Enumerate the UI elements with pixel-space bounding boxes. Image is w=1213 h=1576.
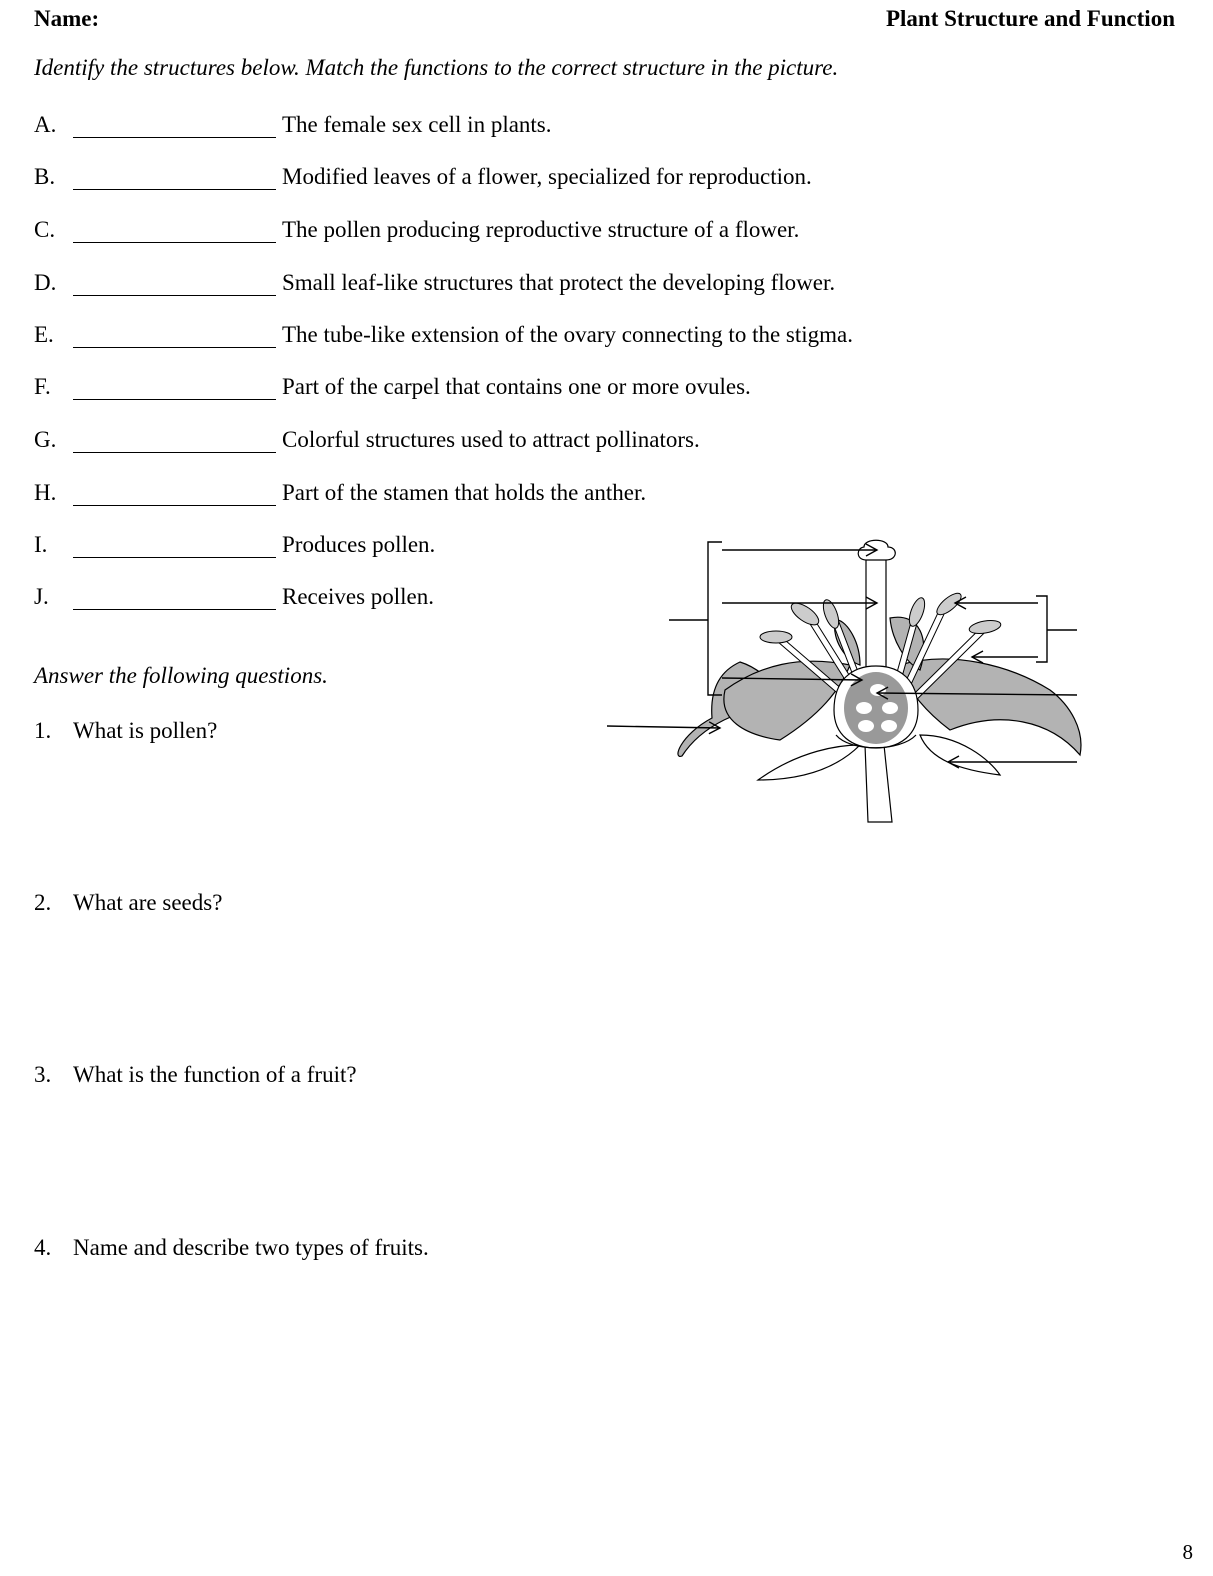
- page-title: Plant Structure and Function: [885, 6, 1175, 31]
- matching-letter: F.: [34, 374, 51, 399]
- matching-description: The tube-like extension of the ovary connecting to the stigma.: [282, 322, 854, 347]
- matching-letter: C.: [34, 217, 56, 242]
- matching-letter: G.: [34, 427, 57, 452]
- question-text: What are seeds?: [73, 890, 223, 915]
- matching-description: The female sex cell in plants.: [282, 112, 552, 137]
- question-4: [34, 1235, 429, 1261]
- matching-description: Part of the stamen that holds the anther.: [282, 480, 647, 505]
- anther: [968, 618, 1002, 635]
- question-3: [34, 1062, 357, 1088]
- name-label: Name:: [34, 6, 100, 31]
- answer-blank[interactable]: [73, 399, 276, 400]
- question-2: [34, 890, 222, 916]
- ovule: [858, 720, 874, 732]
- matching-description: Modified leaves of a flower, specialized for reproduction.: [282, 164, 812, 189]
- matching-letter: H.: [34, 480, 57, 505]
- anther: [934, 590, 965, 618]
- ovule: [856, 702, 872, 714]
- matching-description: Receives pollen.: [282, 584, 435, 609]
- matching-description: Part of the carpel that contains one or more ovules.: [282, 374, 751, 399]
- ovary-wall: [844, 672, 908, 744]
- question-number: 4.: [34, 1235, 52, 1260]
- flower-diagram: [600, 530, 1100, 830]
- stem: [865, 745, 892, 822]
- matching-description: Colorful structures used to attract pollinators.: [282, 427, 700, 452]
- ovule: [882, 702, 898, 714]
- answer-blank[interactable]: [73, 295, 276, 296]
- sepal-right: [920, 735, 1000, 775]
- answer-blank[interactable]: [73, 452, 276, 453]
- style: [866, 556, 886, 680]
- answer-blank[interactable]: [73, 505, 276, 506]
- question-text: What is the function of a fruit?: [73, 1062, 357, 1087]
- ovule: [870, 684, 886, 696]
- matching-letter: J.: [34, 584, 49, 609]
- matching-description: Produces pollen.: [282, 532, 436, 557]
- question-number: 2.: [34, 890, 52, 915]
- anther: [906, 596, 928, 628]
- matching-letter: E.: [34, 322, 54, 347]
- answer-blank[interactable]: [73, 137, 276, 138]
- anther: [760, 631, 792, 643]
- answer-blank[interactable]: [73, 557, 276, 558]
- answer-blank[interactable]: [73, 609, 276, 610]
- matching-description: The pollen producing reproductive structure of a flower.: [282, 217, 800, 242]
- matching-description: Small leaf-like structures that protect the developing flower.: [282, 270, 836, 295]
- matching-letter: B.: [34, 164, 56, 189]
- matching-letter: A.: [34, 112, 57, 137]
- sepal-left: [758, 745, 860, 780]
- question-1: [34, 718, 217, 744]
- questions-header: Answer the following questions.: [34, 663, 328, 688]
- matching-letter: D.: [34, 270, 57, 295]
- page-number: 8: [1182, 1540, 1193, 1564]
- bracket-stamen: [1036, 596, 1047, 662]
- answer-blank[interactable]: [73, 347, 276, 348]
- bracket-carpel: [708, 542, 722, 695]
- matching-letter: I.: [34, 532, 48, 557]
- question-number: 3.: [34, 1062, 52, 1087]
- question-text: Name and describe two types of fruits.: [73, 1235, 429, 1260]
- question-number: 1.: [34, 718, 52, 743]
- answer-blank[interactable]: [73, 189, 276, 190]
- instructions: Identify the structures below. Match the functions to the correct structure in the picture.: [34, 55, 839, 80]
- answer-blank[interactable]: [73, 242, 276, 243]
- ovule: [881, 720, 897, 732]
- question-text: What is pollen?: [73, 718, 218, 743]
